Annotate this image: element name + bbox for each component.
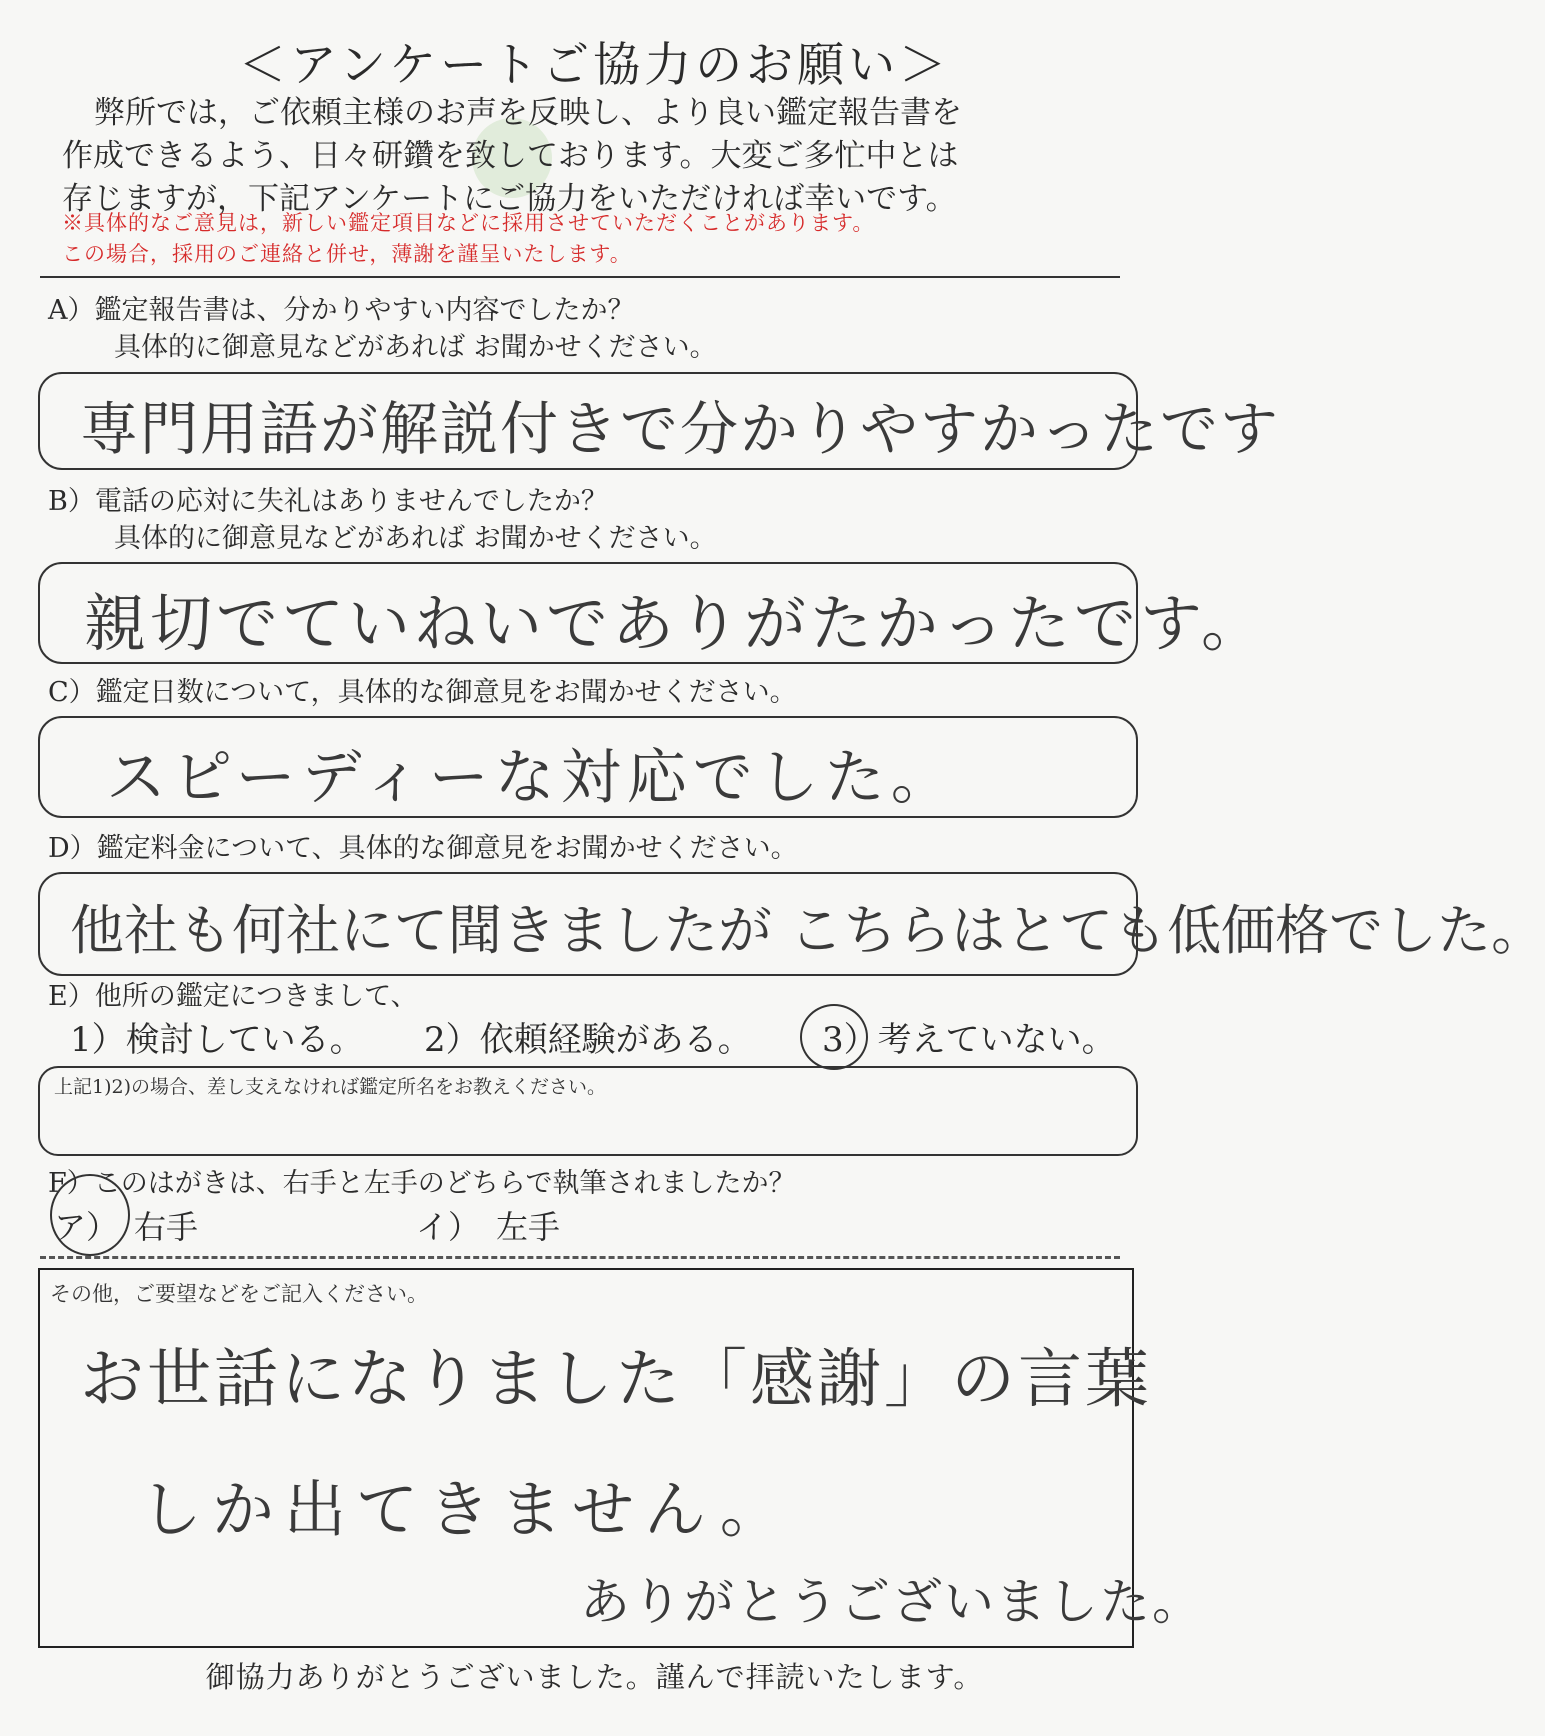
cut-line [40, 1256, 1120, 1259]
option-f-a[interactable]: ア） 右手 [54, 1208, 199, 1246]
selected-circle-mark [800, 1004, 868, 1070]
question-a-text: A）鑑定報告書は、分かりやすい内容でしたか？ [48, 295, 635, 326]
answer-c-handwriting: スピーディーな対応でした。 [106, 743, 957, 813]
question-a [48, 292, 1128, 366]
question-d [48, 830, 1128, 867]
answer-b-handwriting: 親切でていねいでありがたかったです。 [84, 587, 1268, 660]
notice-line: この場合，採用のご連絡と併せ，薄謝を謹呈いたします。 [62, 242, 632, 266]
answer-d-handwriting: 他社も何社にて聞きましたが こちらはとても低価格でした。 [70, 899, 1545, 962]
option-e-1[interactable]: 1）検討している。 [70, 1020, 364, 1060]
question-d-text: D）鑑定料金について、具体的な御意見をお聞かせください。 [48, 833, 798, 864]
other-office-name-box[interactable] [38, 1066, 1138, 1156]
question-b [48, 483, 1128, 557]
option-f-b[interactable]: イ） 左手 [416, 1208, 561, 1246]
answer-a-box[interactable] [38, 372, 1281, 470]
question-c [48, 674, 1128, 711]
notice-text [62, 208, 1132, 270]
other-handwriting-line: お世話になりました「感謝」の言葉 [80, 1343, 1152, 1417]
question-f [48, 1165, 1128, 1202]
intro-paragraph [62, 92, 1132, 221]
option-e-3[interactable]: 3）考えていない。 [822, 1020, 1116, 1060]
question-a-subtext: 具体的に御意見などがあれば お聞かせください。 [114, 332, 717, 363]
other-office-hint: 上記1)2)の場合、差し支えなければ鑑定所名をお教えください。 [54, 1076, 607, 1098]
page-title: ＜アンケートご協力のお願い＞ [238, 38, 951, 93]
option-e-2[interactable]: 2）依頼経験がある。 [424, 1020, 752, 1060]
question-c-text: C）鑑定日数について，具体的な御意見をお聞かせください。 [48, 677, 797, 708]
other-requests-box[interactable] [38, 1268, 1204, 1648]
answer-d-box[interactable] [38, 872, 1545, 976]
question-e [48, 978, 1128, 1015]
question-b-text: B）電話の応対に失礼はありませんでしたか？ [48, 486, 608, 517]
intro-line: 存じますが，下記アンケートにご協力をいただければ幸いです。 [62, 181, 957, 217]
answer-b-box[interactable] [38, 562, 1268, 664]
other-handwriting-line: ありがとうございました。 [580, 1573, 1204, 1631]
footer-text: 御協力ありがとうございました。謹んで拝読いたします。 [205, 1660, 984, 1694]
question-e-text: E）他所の鑑定につきまして、 [48, 981, 418, 1012]
selected-circle-mark [50, 1174, 130, 1256]
notice-line: ※具体的なご意見は，新しい鑑定項目などに採用させていただくことがあります。 [62, 211, 875, 235]
question-f-text: F）このはがきは、右手と左手のどちらで執筆されましたか？ [48, 1168, 796, 1199]
divider [40, 276, 1120, 278]
other-requests-hint: その他，ご要望などをご記入ください。 [50, 1282, 428, 1306]
question-b-subtext: 具体的に御意見などがあれば お聞かせください。 [114, 523, 717, 554]
other-handwriting-line: しか出てきません。 [140, 1473, 792, 1546]
intro-line: 作成できるよう、日々研鑽を致しております。大変ご多忙中とは [62, 138, 959, 174]
answer-c-box[interactable] [38, 716, 1138, 818]
intro-line: 弊所では，ご依頼主様のお声を反映し、より良い鑑定報告書を [94, 95, 962, 131]
answer-a-handwriting: 専門用語が解説付きで分かりやすかったです [80, 395, 1281, 463]
